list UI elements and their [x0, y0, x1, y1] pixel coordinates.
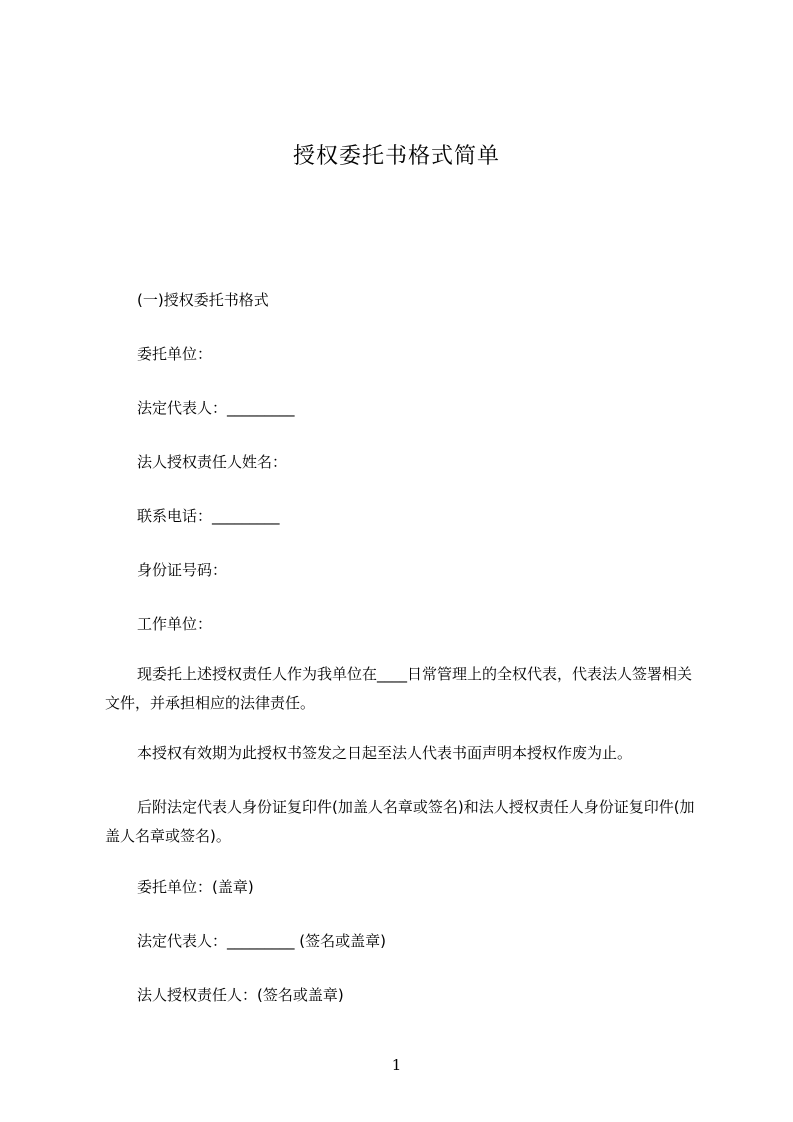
authorization-text-start: 现委托上述授权责任人作为我单位在: [137, 665, 378, 683]
legal-representative-blank: _________: [227, 399, 295, 417]
legal-representative-sign-label: 法定代表人：: [137, 932, 228, 950]
validity-paragraph: 本授权有效期为此授权书签发之日起至法人代表书面声明本授权作废为止。: [137, 744, 633, 762]
authorized-person-signature-line: 法人授权责任人：(签名或盖章): [137, 986, 344, 1004]
work-unit-field: [137, 614, 212, 634]
legal-representative-signature-line: [137, 931, 386, 951]
legal-representative-field: [137, 398, 295, 418]
entrusting-unit-label: 委托单位：: [137, 345, 213, 363]
authorization-blank: ____: [377, 665, 408, 683]
phone-blank: _________: [212, 507, 280, 525]
phone-field: [137, 506, 280, 526]
id-number-label: 身份证号码：: [137, 561, 228, 579]
section-heading: (一)授权委托书格式: [137, 291, 269, 309]
work-unit-label: 工作单位：: [137, 615, 213, 633]
legal-representative-label: 法定代表人：: [137, 399, 228, 417]
legal-representative-sign-blank: _________: [227, 932, 295, 950]
phone-label: 联系电话：: [137, 507, 213, 525]
authorization-text-end: 日常管理上的全权代表，代表法人签署相关文件，并承担相应的法律责任。: [105, 665, 693, 712]
entrusting-unit-seal-line: 委托单位：(盖章): [137, 878, 254, 896]
authorization-paragraph: [105, 660, 705, 718]
authorized-person-name-field: [137, 452, 287, 472]
document-title: 授权委托书格式简单: [292, 144, 500, 169]
id-number-field: [137, 560, 227, 580]
page-number: 1: [391, 1056, 402, 1074]
authorized-person-name-label: 法人授权责任人姓名：: [137, 453, 288, 471]
entrusting-unit-field: [137, 344, 212, 364]
attachment-paragraph: 后附法定代表人身份证复印件(加盖人名章或签名)和法人授权责任人身份证复印件(加盖人名章或签名)。: [105, 798, 695, 845]
legal-representative-sign-note: (签名或盖章): [294, 932, 386, 950]
